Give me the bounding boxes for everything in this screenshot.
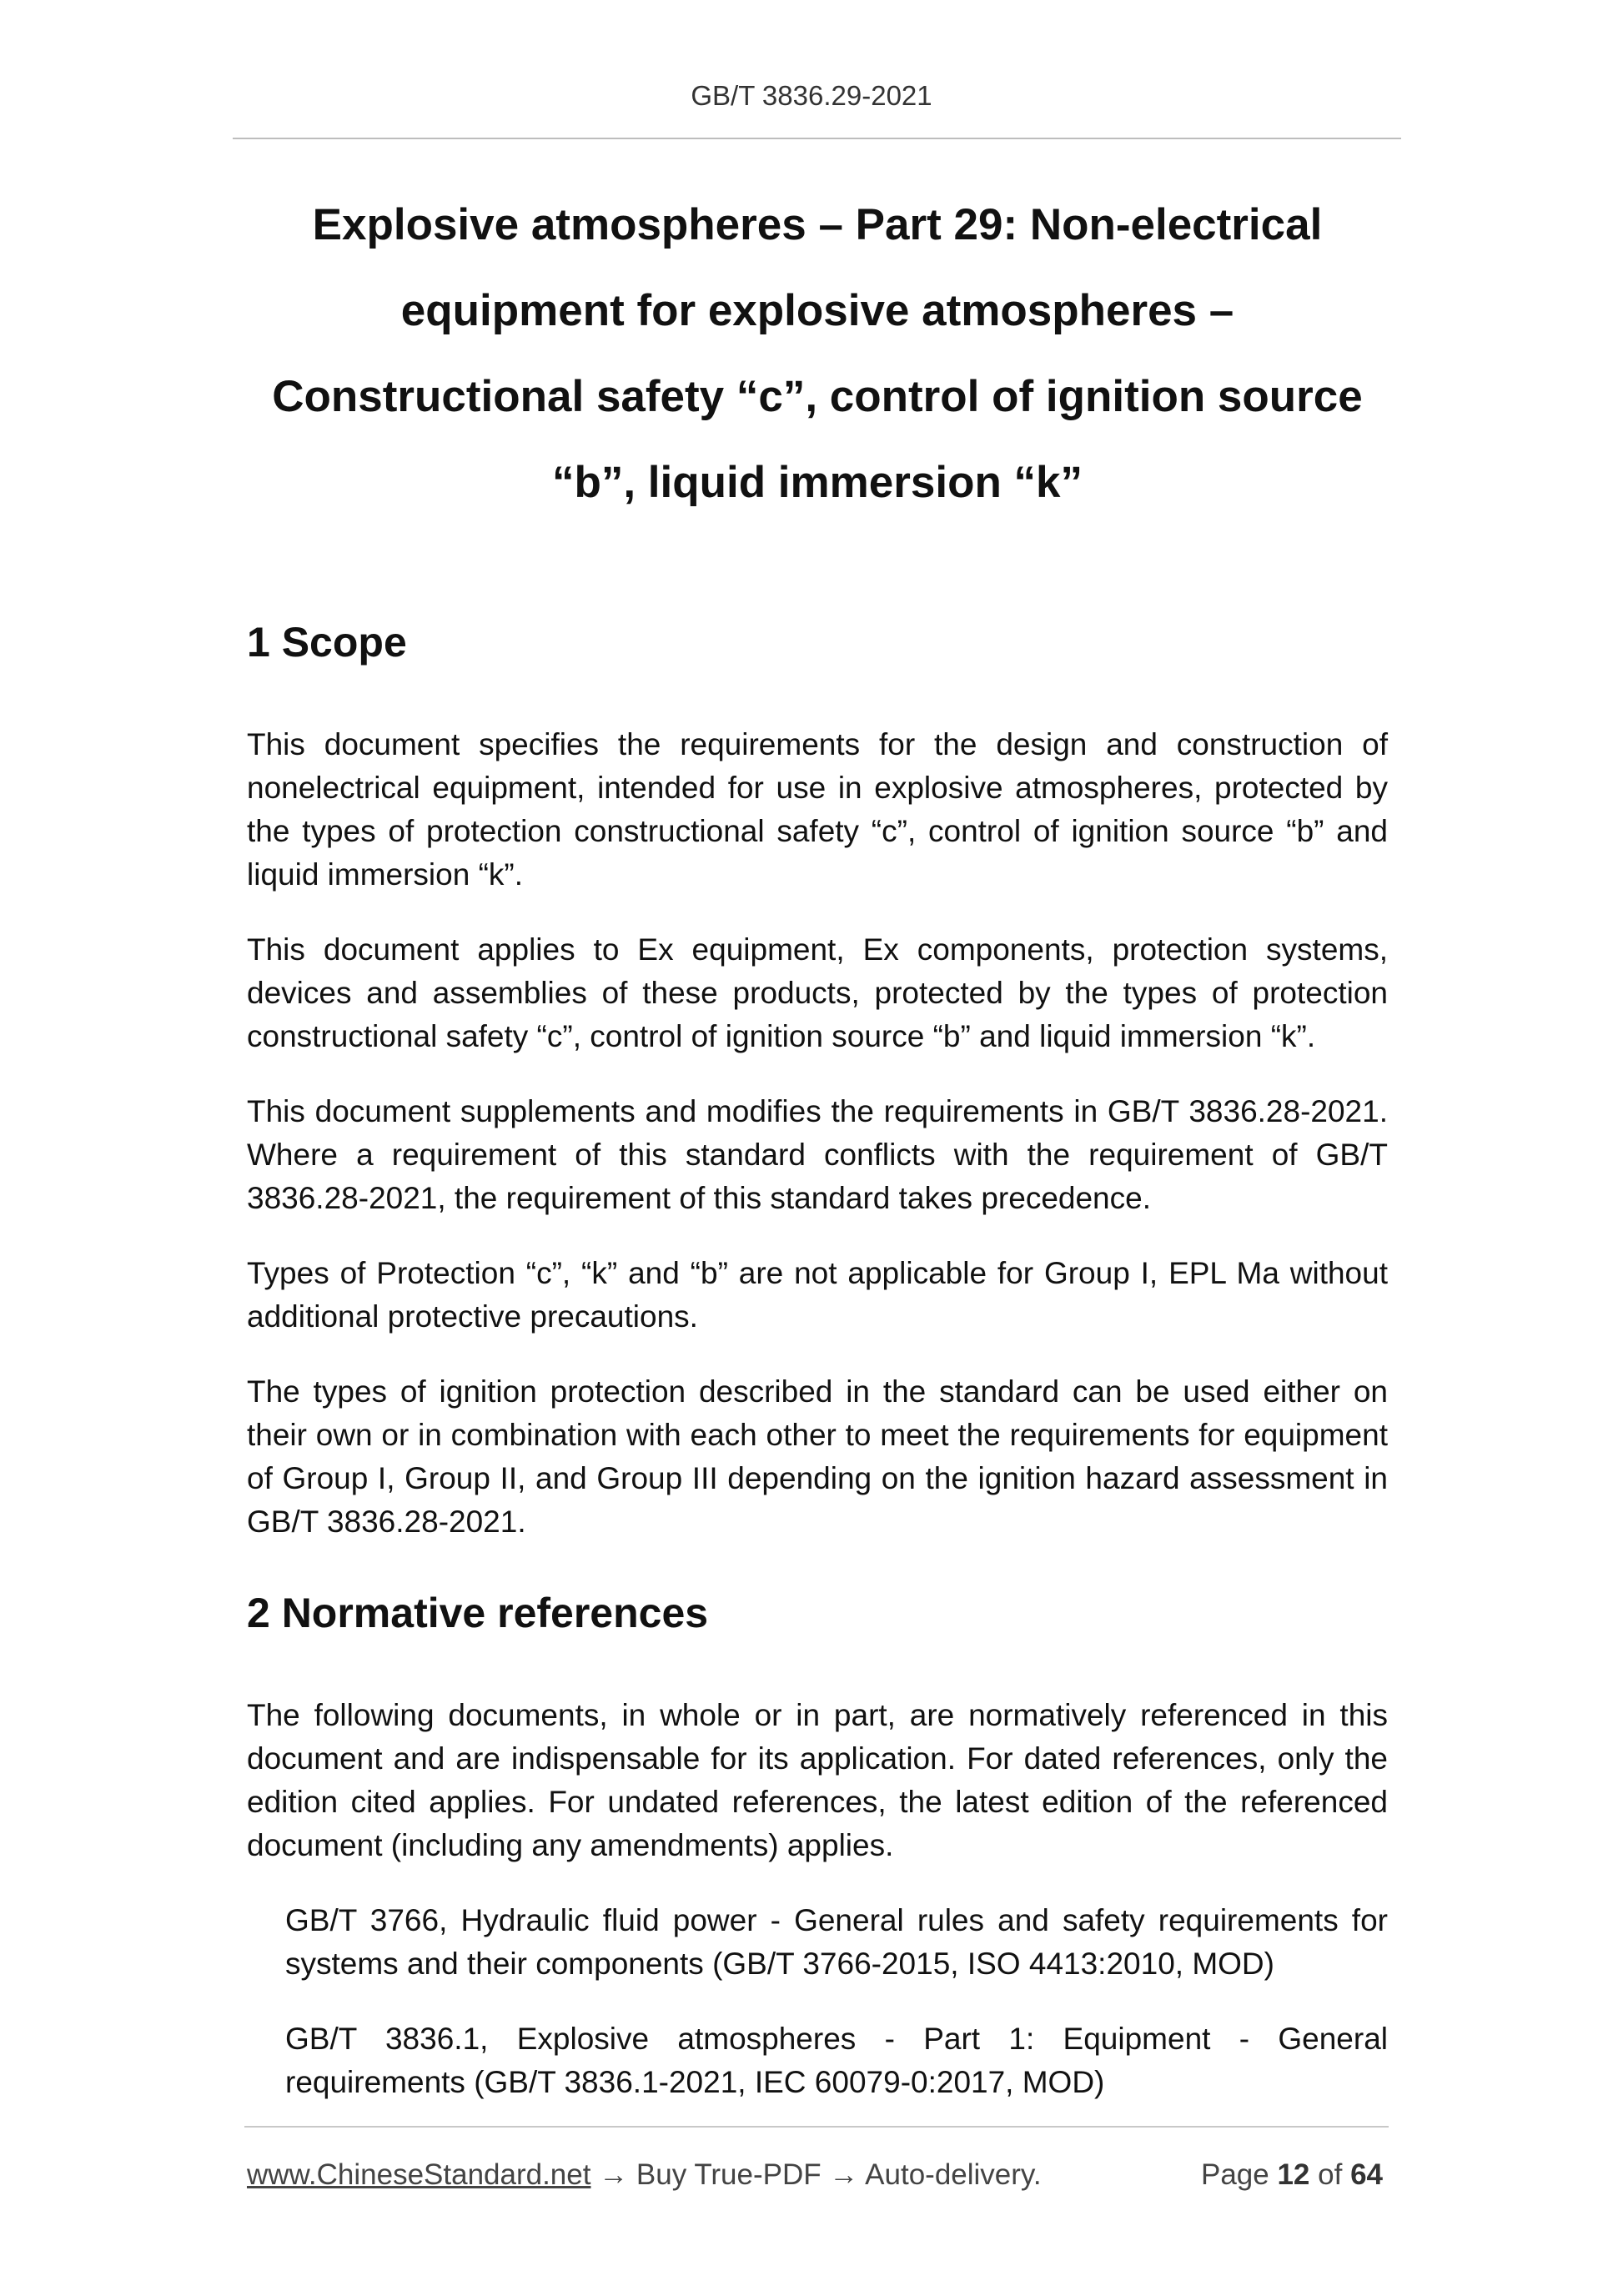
scope-paragraph: This document applies to Ex equipment, Ex components, protection systems, devices and assemblies of these products, protected by the types of protection constructional safety “c”, control of ignition source “b” and liquid immersion “k”. — [247, 932, 1388, 1053]
title-line: Explosive atmospheres – Part 29: Non-electrical — [312, 200, 1323, 249]
document-title — [217, 182, 1418, 525]
website-link[interactable]: www.ChineseStandard.net — [247, 2158, 591, 2191]
page-label: Page — [1200, 2158, 1269, 2191]
scope-paragraph: The types of ignition protection described in the standard can be used either on their own or in combination with each other to meet the requirements for equipment of Group I, Group II, and Group III depending on the ignition hazard assessment in GB/T 3836.28-2021. — [247, 1374, 1388, 1539]
footer-tagline: → Buy True-PDF → Auto-delivery. — [590, 2158, 1042, 2191]
document-body — [247, 613, 1388, 2136]
current-page-number: 12 — [1277, 2158, 1310, 2191]
page-indicator — [1201, 2158, 1383, 2192]
scope-paragraph: This document supplements and modifies the requirements in GB/T 3836.28-2021. Where a requirement of this standard conflicts with the requirement of GB/T 3836.28-2021, the requirement of this standard takes precedence. — [247, 1094, 1388, 1215]
title-line: equipment for explosive atmospheres – — [400, 286, 1234, 335]
scope-paragraph: Types of Protection “c”, “k” and “b” are not applicable for Group I, EPL Ma without additional protective precautions. — [247, 1256, 1388, 1334]
reference-entry: GB/T 3836.1, Explosive atmospheres - Part 1: Equipment - General requirements (GB/T 3836.1-2021, IEC 60079-0:2017, MOD) — [285, 2022, 1388, 2099]
references-intro-paragraph: The following documents, in whole or in part, are normatively referenced in this document and are indispensable for its application. For dated references, only the edition cited applies. For undated references, the latest edition of the referenced document (including any amendments) applies. — [247, 1698, 1388, 1862]
title-line: Constructional safety “c”, control of ignition source — [272, 372, 1363, 421]
reference-entry: GB/T 3766, Hydraulic fluid power - General rules and safety requirements for systems and their components (GB/T 3766-2015, ISO 4413:2010, MOD) — [285, 1903, 1388, 1981]
header-divider — [233, 138, 1401, 139]
title-line: “b”, liquid immersion “k” — [551, 458, 1083, 507]
footer-divider — [244, 2126, 1389, 2128]
running-header: GB/T 3836.29-2021 — [691, 80, 932, 111]
scope-paragraph: This document specifies the requirements for the design and construction of nonelectrical equipment, intended for use in explosive atmospheres, protected by the types of protection constructional safety “c”, control of ignition source “b” and liquid immersion “k”. — [247, 727, 1388, 892]
footer-promo — [247, 2158, 1042, 2192]
of-label: of — [1318, 2158, 1343, 2191]
total-pages: 64 — [1350, 2158, 1383, 2191]
section-heading-normative-references: 2 Normative references — [247, 1590, 709, 1636]
section-heading-scope: 1 Scope — [247, 619, 407, 666]
